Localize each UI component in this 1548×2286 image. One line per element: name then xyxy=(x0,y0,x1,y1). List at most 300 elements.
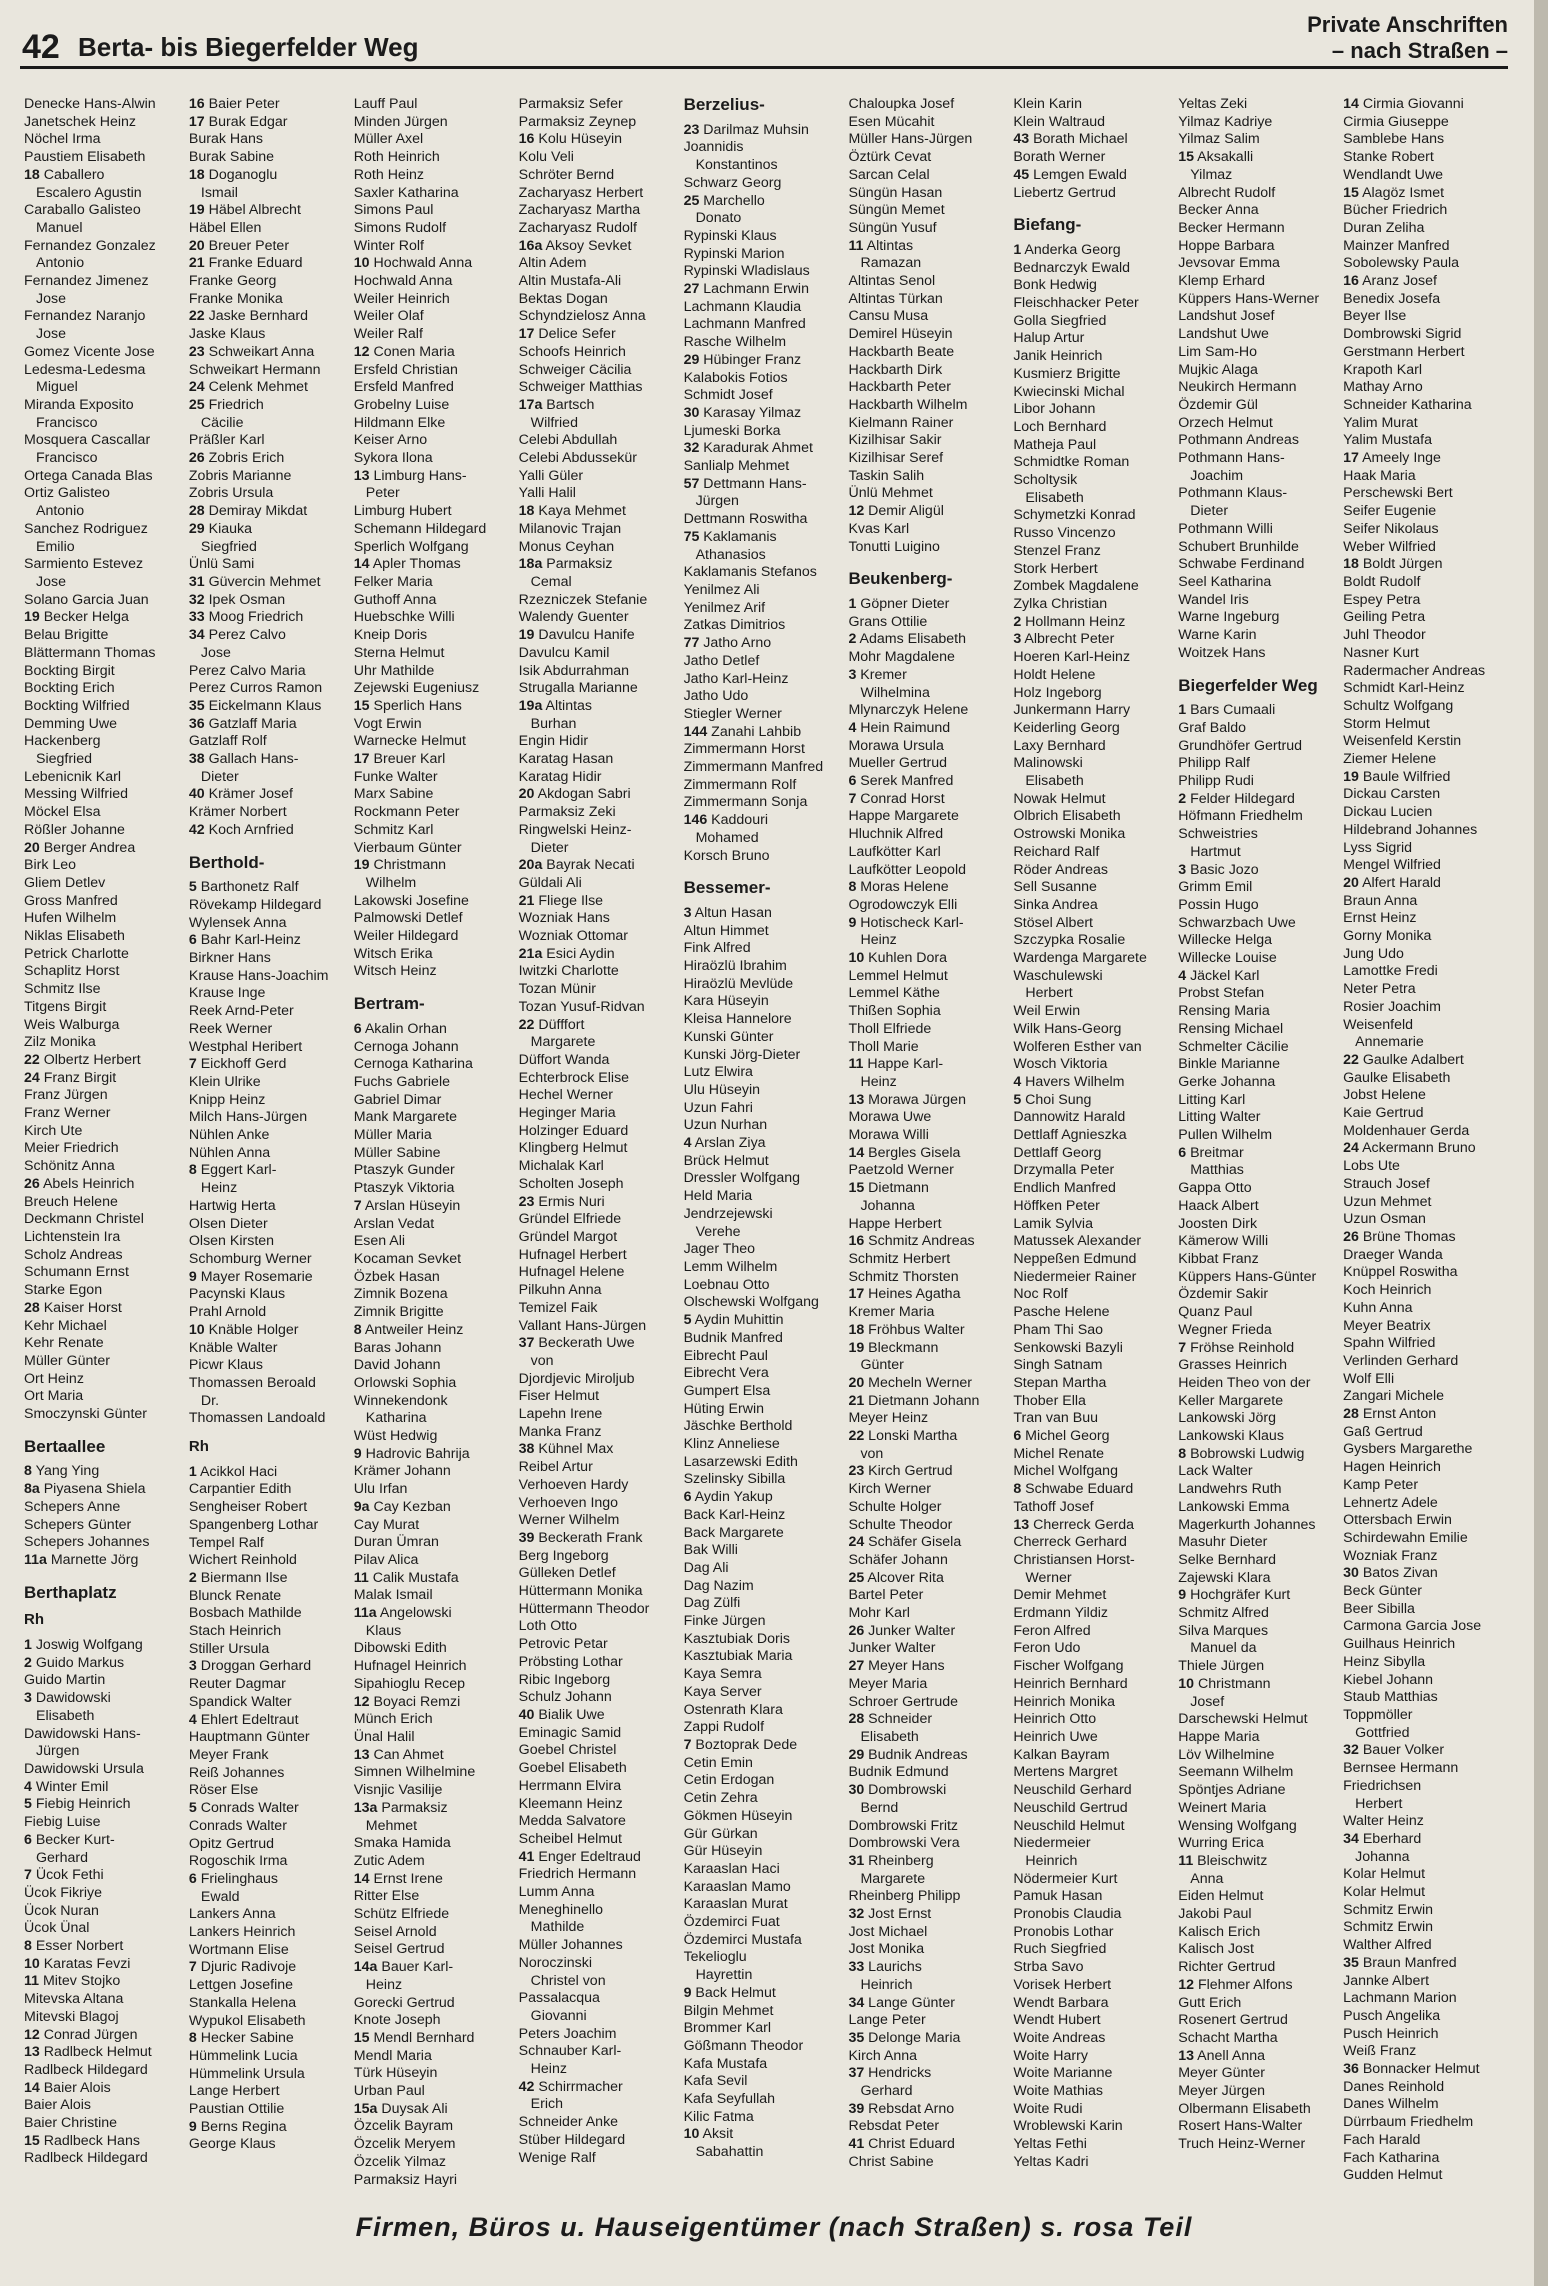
directory-entry: Silva Marques xyxy=(1178,1622,1269,1639)
directory-entry: Lange Herbert xyxy=(188,2083,280,2100)
house-number: 14 xyxy=(353,1870,370,1887)
house-number: 15 xyxy=(353,2029,370,2046)
directory-entry-continuation: Gottfried xyxy=(1355,1724,1410,1741)
directory-entry: Jost Michael xyxy=(848,1923,928,1940)
directory-entry: Yalim Murat xyxy=(1343,414,1418,431)
directory-entry: Rypinski Marion xyxy=(683,245,785,262)
house-number: 10 xyxy=(848,950,865,967)
directory-entry-continuation: Miguel xyxy=(36,379,78,396)
directory-entry: Vorisek Herbert xyxy=(1013,1976,1112,1993)
directory-entry: Kirch Ute xyxy=(24,1122,83,1139)
section-label-line2: – nach Straßen – xyxy=(1331,38,1508,63)
directory-entry: Huebschke Willi xyxy=(353,609,455,626)
directory-entry: Meyer Beatrix xyxy=(1343,1317,1431,1334)
directory-entry: Juhl Theodor xyxy=(1343,627,1426,644)
directory-entry: Nühlen Anna xyxy=(188,1144,271,1161)
directory-entry: Weiler Ralf xyxy=(353,326,423,343)
house-number: 22 xyxy=(24,1051,40,1068)
directory-entry: Dickau Lucien xyxy=(1343,804,1433,821)
directory-entry: Christiansen Horst- xyxy=(1013,1551,1135,1568)
directory-entry: Philipp Rudi xyxy=(1178,773,1254,790)
directory-entry: Kibbat Franz xyxy=(1178,1251,1259,1267)
directory-entry: Seifer Eugenie xyxy=(1343,503,1437,520)
directory-entry: 22 Jaske Bernhard xyxy=(188,308,308,325)
directory-entry: Rzezniczek Stefanie xyxy=(518,591,648,608)
directory-entry: Strugalla Marianne xyxy=(518,680,638,697)
directory-entry: Güldali Ali xyxy=(518,874,582,891)
directory-entry: 12 Conen Maria xyxy=(353,343,455,360)
house-number: 32 xyxy=(848,1906,865,1923)
directory-entry-continuation: Wilhelm xyxy=(365,874,417,891)
directory-entry-continuation: Burhan xyxy=(530,715,577,732)
directory-entry: 11 Calik Mustafa xyxy=(353,1569,459,1586)
directory-entry: Bilgin Mehmet xyxy=(683,2002,774,2019)
directory-entry: Noc Rolf xyxy=(1013,1286,1068,1303)
directory-entry: Rypinski Klaus xyxy=(683,227,777,244)
directory-entry-continuation: Josef xyxy=(1190,1693,1225,1710)
directory-entry: Hoppe Barbara xyxy=(1178,237,1275,254)
directory-entry: 6 Frielinghaus xyxy=(188,1870,279,1887)
directory-entry: Cherreck Gerhard xyxy=(1013,1534,1127,1551)
house-number: 4 xyxy=(24,1778,32,1795)
directory-entry: Matussek Alexander xyxy=(1013,1233,1142,1250)
directory-entry: Jendrzejewski xyxy=(683,1205,773,1222)
house-number: 18 xyxy=(848,1321,865,1338)
directory-entry: 26 Zobris Erich xyxy=(188,450,285,467)
directory-entry: Mitevska Altana xyxy=(24,1991,124,2008)
directory-entry: Funke Walter xyxy=(353,768,438,785)
directory-entry: Pasche Helene xyxy=(1013,1304,1110,1321)
directory-entry: Zutic Adem xyxy=(353,1852,425,1869)
directory-entry: Lasarzewski Edith xyxy=(683,1453,798,1470)
directory-entry: 19 Christmann xyxy=(353,857,447,874)
house-number: 12 xyxy=(1178,1976,1195,1993)
directory-entry: Öztürk Cevat xyxy=(848,149,932,166)
directory-entry: Parmaksiz Zeynep xyxy=(518,113,637,130)
directory-entry: Gatzlaff Rolf xyxy=(188,733,267,750)
directory-entry: 18a Parmaksiz xyxy=(518,556,613,573)
directory-entry: 36 Bonnacker Helmut xyxy=(1343,2061,1480,2078)
directory-entry: Warne Ingeburg xyxy=(1178,609,1280,626)
directory-entry: Neppeßen Edmund xyxy=(1013,1251,1137,1267)
directory-entry: Rensing Michael xyxy=(1178,1020,1284,1037)
house-number: 20 xyxy=(848,1374,865,1391)
directory-entry: Temizel Faik xyxy=(518,1299,598,1316)
directory-entry: Darschewski Helmut xyxy=(1178,1711,1308,1728)
house-number: 16 xyxy=(518,131,535,148)
directory-entry: Ücok Fikriye xyxy=(24,1884,103,1901)
directory-entry: Nasner Kurt xyxy=(1343,644,1419,661)
directory-entry: Hümmelink Lucia xyxy=(188,2047,298,2064)
directory-entry: Quanz Paul xyxy=(1178,1304,1253,1321)
directory-entry: Kolar Helmut xyxy=(1343,1884,1426,1901)
directory-entry: Carpantier Edith xyxy=(188,1481,292,1498)
directory-entry: Liebertz Gertrud xyxy=(1013,184,1116,201)
directory-column xyxy=(24,96,175,2167)
directory-entry: Woitzek Hans xyxy=(1178,644,1266,661)
directory-entry: Dibowski Edith xyxy=(353,1640,447,1657)
directory-entry: 9 Hotischeck Karl- xyxy=(848,914,964,931)
directory-entry: Pullen Wilhelm xyxy=(1178,1127,1273,1144)
house-number: 11a xyxy=(24,1551,47,1568)
directory-entry: Vallant Hans-Jürgen xyxy=(518,1317,647,1334)
directory-entry: 36 Gatzlaff Maria xyxy=(188,715,297,732)
directory-entry: Präßler Karl xyxy=(188,432,265,449)
house-number: 35 xyxy=(848,2029,865,2046)
directory-entry: Cetin Zehra xyxy=(683,1790,758,1807)
directory-entry-continuation: Wilfried xyxy=(530,414,578,431)
house-number: 19 xyxy=(188,202,205,219)
directory-entry: Baier Christine xyxy=(24,2115,118,2132)
directory-entry: Carmona Garcia Jose xyxy=(1343,1618,1482,1635)
directory-entry: Hümmelink Ursula xyxy=(188,2065,305,2082)
house-number: 24 xyxy=(24,1069,40,1086)
directory-entry: Paustian Ottilie xyxy=(188,2101,285,2118)
house-number: 7 xyxy=(683,1736,692,1753)
directory-entry: 20 Berger Andrea xyxy=(24,839,136,856)
directory-entry: 12 Conrad Jürgen xyxy=(24,2026,138,2043)
directory-entry: Scheibel Helmut xyxy=(518,1830,622,1847)
directory-entry: Landwehrs Ruth xyxy=(1178,1481,1282,1498)
directory-entry: Jannke Albert xyxy=(1343,1972,1430,1989)
directory-entry: Wozniak Ottomar xyxy=(518,928,629,945)
directory-entry: Birkner Hans xyxy=(188,950,271,967)
directory-entry: 146 Kaddouri xyxy=(683,812,768,829)
directory-entry: Gökmen Hüseyin xyxy=(683,1807,793,1824)
directory-entry: Weiler Heinrich xyxy=(353,290,450,307)
directory-entry: Häbel Ellen xyxy=(188,219,262,236)
directory-entry: Schultz Wolfgang xyxy=(1343,697,1454,714)
directory-entry: Parmaksiz Hayri xyxy=(353,2171,458,2188)
directory-entry: Höfmann Friedhelm xyxy=(1178,808,1303,825)
directory-entry: Hufnagel Heinrich xyxy=(353,1658,467,1675)
directory-entry-continuation: Gerhard xyxy=(36,1849,89,1866)
directory-entry-continuation: Mathilde xyxy=(530,1919,585,1936)
directory-entry: Ritter Else xyxy=(353,1888,420,1905)
directory-entry: Birk Leo xyxy=(24,857,77,874)
directory-entry: 7 Djuric Radivoje xyxy=(188,1959,297,1976)
directory-entry-continuation: Wilhelmina xyxy=(860,684,930,701)
directory-entry-continuation: Antonio xyxy=(36,503,85,520)
house-number: 16 xyxy=(188,96,205,112)
directory-entry: Hartwig Herta xyxy=(188,1197,276,1214)
directory-entry: Masuhr Dieter xyxy=(1178,1534,1268,1551)
directory-entry: Grundhöfer Gertrud xyxy=(1178,737,1303,754)
house-number: 10 xyxy=(683,2126,700,2143)
directory-entry: Meneghinello xyxy=(518,1901,604,1918)
directory-entry: Zimmermann Manfred xyxy=(683,759,824,776)
directory-entry: Mitevski Blagoj xyxy=(24,2008,119,2025)
directory-entry: Eibrecht Vera xyxy=(683,1365,769,1382)
house-number: 32 xyxy=(188,591,205,608)
directory-entry: 1 Göpner Dieter xyxy=(848,595,950,612)
directory-entry: Höffken Peter xyxy=(1013,1197,1100,1214)
directory-entry: 21 Dietmann Johann xyxy=(848,1392,980,1409)
directory-entry: 1 Joswig Wolfgang xyxy=(24,1637,143,1654)
directory-entry: Djordjevic Miroljub xyxy=(518,1370,635,1387)
directory-entry: Hüting Erwin xyxy=(683,1400,764,1417)
directory-entry: Meyer Günter xyxy=(1178,2065,1265,2082)
directory-entry: Wegner Frieda xyxy=(1178,1321,1272,1338)
directory-entry: Mathay Arno xyxy=(1343,379,1423,396)
house-number: 7 xyxy=(188,1959,197,1976)
directory-entry: Ücok Ünal xyxy=(24,1920,90,1937)
directory-entry: Heiden Theo von der xyxy=(1178,1374,1311,1391)
directory-entry: Schwabe Ferdinand xyxy=(1178,556,1305,573)
directory-entry: Röser Else xyxy=(188,1782,259,1799)
directory-entry: Olschewski Wolfgang xyxy=(683,1294,819,1311)
directory-column xyxy=(1343,96,1494,2184)
directory-entry: Fiebig Luise xyxy=(24,1814,101,1831)
directory-entry: Philipp Ralf xyxy=(1178,755,1250,772)
directory-entry: Gudden Helmut xyxy=(1343,2167,1443,2184)
directory-entry: 18 Kaya Mehmet xyxy=(518,503,626,520)
directory-entry: Bockting Erich xyxy=(24,680,115,697)
house-number: 8 xyxy=(188,1162,197,1179)
directory-entry: Krapoth Karl xyxy=(1343,361,1422,378)
directory-entry: Beer Sibilla xyxy=(1343,1600,1415,1617)
directory-entry: Braun Anna xyxy=(1343,892,1418,909)
directory-entry: Rövekamp Hildegard xyxy=(188,896,322,913)
house-number: 17 xyxy=(518,326,535,343)
directory-entry: Vierbaum Günter xyxy=(353,839,462,856)
directory-entry: Münch Erich xyxy=(353,1711,433,1728)
house-number: 7 xyxy=(24,1867,32,1884)
directory-entry: Nowak Helmut xyxy=(1013,790,1106,807)
directory-entry: Yeltas Kadri xyxy=(1013,2153,1089,2170)
directory-entry: Müller Maria xyxy=(353,1127,432,1144)
directory-entry: Heinrich Bernhard xyxy=(1013,1675,1128,1692)
directory-entry: Nödermeier Kurt xyxy=(1013,1870,1118,1887)
directory-entry: Weisenfeld Kerstin xyxy=(1343,733,1462,750)
directory-entry: Olsen Kirsten xyxy=(188,1233,275,1250)
directory-entry: Thiele Jürgen xyxy=(1178,1658,1265,1675)
directory-entry: Schmidt Josef xyxy=(683,387,773,404)
directory-entry: 10 Karatas Fevzi xyxy=(24,1955,131,1972)
directory-entry: 42 Schirrmacher xyxy=(518,2078,623,2095)
house-number: 6 xyxy=(683,1489,692,1506)
directory-entry: Müller Axel xyxy=(353,131,424,148)
directory-entry: Walter Heinz xyxy=(1343,1813,1424,1830)
directory-entry: Kolu Veli xyxy=(518,149,574,166)
directory-entry: Tathoff Josef xyxy=(1013,1498,1094,1515)
directory-entry: Krämer Johann xyxy=(353,1463,451,1480)
directory-entry: Meyer Heinz xyxy=(848,1410,929,1427)
directory-entry: Kalkan Bayram xyxy=(1013,1746,1110,1763)
directory-entry: Lakowski Josefine xyxy=(353,892,469,909)
directory-entry: Smaka Hamida xyxy=(353,1835,451,1852)
directory-entry: Bektas Dogan xyxy=(518,290,608,307)
directory-entry: Fernandez Gonzalez xyxy=(24,237,156,254)
directory-entry: 43 Borath Michael xyxy=(1013,131,1128,148)
house-number: 29 xyxy=(188,520,205,537)
house-number: 29 xyxy=(683,351,700,368)
directory-entry: 8a Piyasena Shiela xyxy=(24,1481,146,1498)
directory-entry: 16a Aksoy Sevket xyxy=(518,237,632,254)
directory-entry: Lemm Wilhelm xyxy=(683,1259,778,1275)
directory-entry: Hackbarth Peter xyxy=(848,379,951,396)
directory-entry: Pronobis Lothar xyxy=(1013,1923,1114,1940)
directory-entry: Yenilmez Ali xyxy=(683,581,760,598)
house-number: 28 xyxy=(24,1299,40,1316)
house-number: 17 xyxy=(353,751,370,768)
directory-entry-continuation: Verehe xyxy=(695,1223,741,1240)
directory-entry-continuation: Christel von xyxy=(530,1972,606,1989)
house-number: 17 xyxy=(848,1286,865,1303)
directory-entry: Friedrich Hermann xyxy=(518,1866,637,1883)
directory-entry: Knüppel Roswitha xyxy=(1343,1264,1458,1281)
directory-columns xyxy=(24,95,1494,2188)
directory-entry: Schweikart Hermann xyxy=(188,361,321,378)
directory-entry: 3 Altun Hasan xyxy=(683,904,772,921)
directory-entry: Knipp Heinz xyxy=(188,1091,266,1108)
directory-entry: Lauff Paul xyxy=(353,96,418,112)
directory-entry: Roth Heinz xyxy=(353,166,424,183)
directory-entry: Blättermann Thomas xyxy=(24,644,156,661)
house-number: 15 xyxy=(1343,184,1359,201)
house-number: 4 xyxy=(1178,967,1187,984)
directory-entry: 12 Demir Aligül xyxy=(848,503,944,520)
directory-entry: Ulu Irfan xyxy=(353,1481,408,1498)
house-number: 9a xyxy=(353,1498,370,1515)
directory-entry: Stankalla Helena xyxy=(188,1994,297,2011)
section-label xyxy=(1307,12,1508,64)
directory-entry-continuation: Siegfried xyxy=(200,538,257,555)
directory-entry: Wozniak Franz xyxy=(1343,1547,1438,1564)
house-number: 10 xyxy=(353,255,370,272)
directory-entry: 6 Serek Manfred xyxy=(848,773,954,790)
house-number: 26 xyxy=(848,1622,865,1639)
house-number: 8 xyxy=(848,879,857,896)
directory-entry: Paetzold Werner xyxy=(848,1162,954,1179)
directory-entry: Scholten Joseph xyxy=(518,1175,624,1192)
directory-column xyxy=(683,95,835,2161)
directory-entry: Walendy Guenter xyxy=(518,609,629,626)
directory-entry: 17 Heines Agatha xyxy=(848,1286,961,1303)
house-number: 57 xyxy=(683,475,700,492)
directory-entry: Roth Heinrich xyxy=(353,149,440,166)
directory-entry: Jager Theo xyxy=(683,1241,756,1258)
directory-entry: Mosquera Cascallar xyxy=(24,432,151,449)
directory-entry: Sanchez Rodriguez xyxy=(24,520,148,537)
directory-entry: Jost Monika xyxy=(848,1941,925,1958)
directory-entry: Jäschke Berthold xyxy=(683,1418,793,1435)
directory-entry: Yalim Mustafa xyxy=(1343,432,1432,449)
directory-entry: Seel Katharina xyxy=(1178,573,1272,590)
directory-entry: Zimmermann Horst xyxy=(683,741,805,758)
directory-entry: Pham Thi Sao xyxy=(1013,1321,1103,1338)
directory-entry-continuation: Jose xyxy=(200,644,231,661)
directory-entry: 19 Baule Wilfried xyxy=(1343,768,1451,785)
directory-entry: Stepan Martha xyxy=(1013,1374,1107,1391)
directory-entry-continuation: Mohamed xyxy=(695,829,759,846)
house-number: 20 xyxy=(188,237,205,254)
house-number: 14 xyxy=(24,2079,40,2096)
house-number: 4 xyxy=(683,1135,692,1152)
directory-entry: 37 Hendricks xyxy=(848,2065,932,2082)
directory-entry: Becker Hermann xyxy=(1178,219,1285,236)
directory-entry: 11 Altintas xyxy=(848,237,914,254)
house-number: 8 xyxy=(1178,1445,1187,1462)
directory-entry: Waschulewski xyxy=(1013,967,1103,984)
directory-entry: Fernandez Naranjo xyxy=(24,308,146,325)
directory-entry: Eiden Helmut xyxy=(1178,1888,1264,1905)
directory-entry: 2 Adams Elisabeth xyxy=(848,631,966,648)
directory-entry: Ünal Halil xyxy=(353,1728,415,1745)
directory-entry-continuation: Johanna xyxy=(1355,1848,1410,1865)
directory-entry: 32 Ipek Osman xyxy=(188,591,286,608)
directory-entry: Wylensek Anna xyxy=(188,914,287,931)
directory-entry: Altun Himmet xyxy=(683,922,769,939)
directory-entry: Schönitz Anna xyxy=(24,1158,115,1175)
house-number: 6 xyxy=(188,932,197,949)
house-number: 2 xyxy=(188,1569,197,1586)
directory-entry: Ort Maria xyxy=(24,1388,84,1405)
directory-entry: Witsch Heinz xyxy=(353,963,437,980)
directory-entry: Kalisch Jost xyxy=(1178,1941,1254,1958)
directory-entry: Draeger Wanda xyxy=(1343,1246,1443,1263)
directory-entry: Deckmann Christel xyxy=(24,1211,144,1228)
directory-entry: Kusmierz Brigitte xyxy=(1013,365,1121,382)
directory-entry: 8 Moras Helene xyxy=(848,879,949,896)
directory-entry: Mengel Wilfried xyxy=(1343,857,1441,874)
directory-entry: Dag Ali xyxy=(683,1559,729,1576)
directory-entry: Stanke Robert xyxy=(1343,149,1434,166)
directory-entry: Özdemirci Fuat xyxy=(683,1914,780,1931)
house-number: 13 xyxy=(1013,1516,1030,1533)
directory-entry: Knäble Walter xyxy=(188,1339,278,1356)
directory-entry: Reek Werner xyxy=(188,1020,273,1037)
directory-entry: Perschewski Bert xyxy=(1343,485,1453,502)
house-number: 77 xyxy=(683,635,700,652)
directory-entry: Kilic Fatma xyxy=(683,2108,754,2125)
house-number: 37 xyxy=(848,2065,865,2082)
directory-entry: Ünlü Mehmet xyxy=(848,485,933,502)
directory-entry: Marx Sabine xyxy=(353,786,434,803)
directory-entry: Malak Ismail xyxy=(353,1587,433,1604)
directory-entry: Heinz Sibylla xyxy=(1343,1653,1426,1670)
directory-entry: Goebel Elisabeth xyxy=(518,1760,627,1777)
directory-entry-continuation: Erich xyxy=(530,2096,563,2113)
directory-entry: 12 Boyaci Remzi xyxy=(353,1693,461,1710)
directory-entry: Petrovic Petar xyxy=(518,1636,608,1653)
directory-entry: Zimmermann Rolf xyxy=(683,776,797,793)
directory-entry-continuation: Donato xyxy=(695,210,742,227)
directory-entry: Krause Hans-Joachim xyxy=(188,967,329,984)
directory-entry: 19 Davulcu Hanife xyxy=(518,627,635,644)
directory-entry-continuation: Heinz xyxy=(530,2061,567,2078)
directory-entry: 4 Hein Raimund xyxy=(848,719,951,736)
directory-entry: Sipahioglu Recep xyxy=(353,1675,465,1692)
directory-entry: Erdmann Yildiz xyxy=(1013,1605,1108,1622)
directory-entry: Witsch Erika xyxy=(353,945,433,962)
directory-entry-continuation: Ismail xyxy=(200,184,238,201)
directory-entry: Kara Hüseyin xyxy=(683,993,769,1010)
directory-entry: Zimmermann Sonja xyxy=(683,794,808,811)
directory-entry: Sanlialp Mehmet xyxy=(683,458,790,475)
directory-entry: Landshut Josef xyxy=(1178,308,1275,325)
directory-entry-continuation: Gerhard xyxy=(860,2083,913,2100)
house-number: 15a xyxy=(353,2100,378,2117)
directory-entry: 7 Fröhse Reinhold xyxy=(1178,1339,1295,1356)
directory-entry: Cirmia Giuseppe xyxy=(1343,113,1449,130)
directory-entry: Kämerow Willi xyxy=(1178,1233,1269,1250)
house-number: 3 xyxy=(24,1690,32,1707)
directory-entry: Schepers Johannes xyxy=(24,1534,150,1551)
directory-entry: Tekelioglu xyxy=(683,1949,747,1966)
directory-entry: 20 Breuer Peter xyxy=(188,237,290,254)
directory-entry: Tholl Marie xyxy=(848,1038,919,1055)
